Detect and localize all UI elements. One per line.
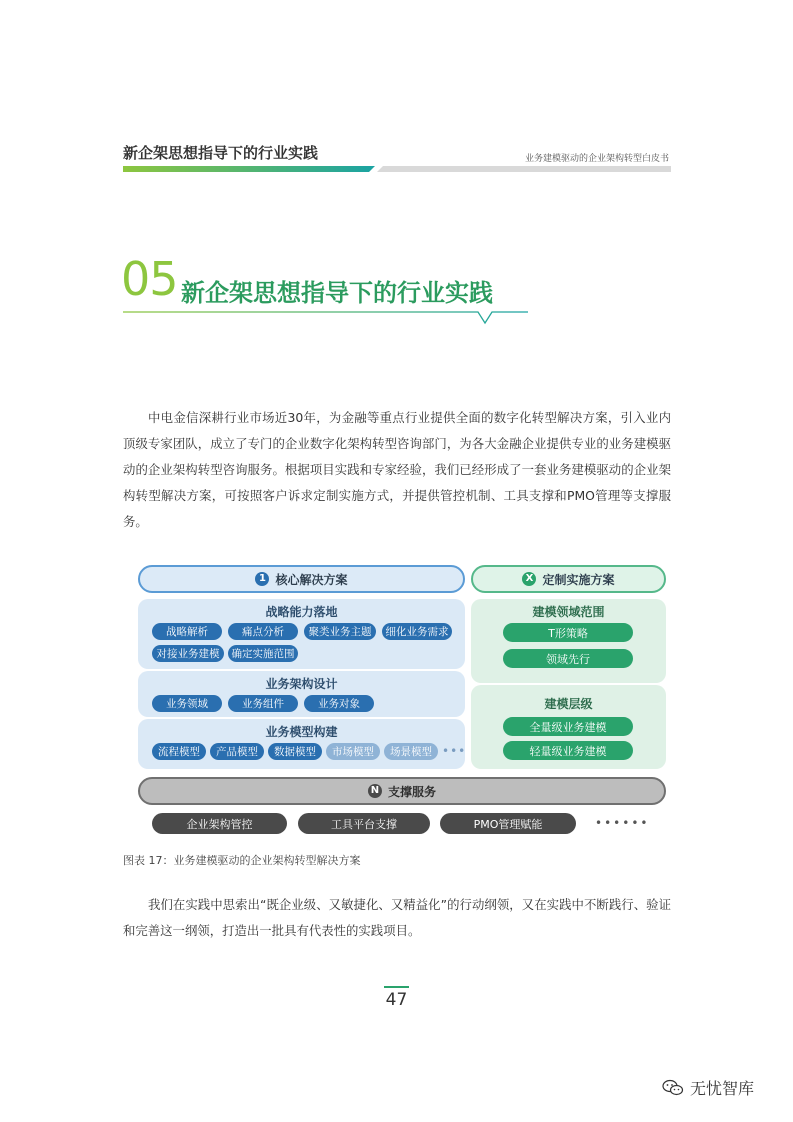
custom-solution-header: [471, 565, 666, 593]
custom-solution-label: 定制实施方案: [542, 572, 615, 587]
running-header-subtitle: 业务建模驱动的企业架构转型白皮书: [524, 154, 669, 164]
tag-scene-model: 场景模型: [384, 743, 438, 760]
tag-ea-governance: 企业架构管控: [152, 813, 287, 834]
tag-domain-first: 领域先行: [503, 649, 633, 668]
tag-define-scope: 确定实施范围: [228, 645, 298, 662]
tag-pain-analysis: 痛点分析: [228, 623, 298, 640]
model-panel: [138, 719, 465, 769]
tag-light-modeling: 轻量级业务建模: [503, 741, 633, 760]
closing-paragraph: [123, 892, 671, 944]
tag-tool-platform: 工具平台支撑: [298, 813, 430, 834]
custom-badge: X: [522, 572, 536, 586]
domain-scope-title: 建模领域范围: [532, 605, 605, 619]
tag-business-component: 业务组件: [228, 695, 298, 712]
tag-process-model: 流程模型: [152, 743, 206, 760]
header-divider: [123, 166, 671, 172]
model-level-title: 建模层级: [544, 697, 593, 711]
tag-data-model: 数据模型: [268, 743, 322, 760]
strategy-panel: [138, 599, 465, 669]
architecture-title: 业务架构设计: [265, 677, 338, 691]
tag-cluster-themes: 聚类业务主题: [304, 623, 376, 640]
strategy-title: 战略能力落地: [265, 605, 338, 619]
domain-scope-panel: [471, 599, 666, 683]
tag-refine-requirements: 细化业务需求: [382, 623, 452, 640]
tag-connect-modeling: 对接业务建模: [152, 645, 224, 662]
tag-strategy-analysis: 战略解析: [152, 623, 222, 640]
intro-paragraph: [123, 405, 671, 535]
support-services-label: 支撑服务: [387, 784, 436, 799]
page-number-rule: [384, 986, 409, 988]
tag-pmo-empowerment: PMO管理赋能: [440, 813, 576, 834]
core-solution-label: 核心解决方案: [275, 572, 348, 587]
solution-diagram: [138, 565, 666, 840]
tag-t-strategy: T形策略: [503, 623, 633, 642]
closing-paragraph-text: 我们在实践中思索出“既企业级、又敏捷化、又精益化”的行动纲领，又在实践中不断践行、验证和完善这一纲领，打造出一批具有代表性的实践项目。: [123, 897, 671, 938]
model-more-dots: •••: [442, 744, 467, 758]
architecture-panel: [138, 671, 465, 717]
core-badge: 1: [255, 572, 269, 586]
intro-paragraph-text: 中电金信深耕行业市场近30年，为金融等重点行业提供全面的数字化转型解决方案，引入业内顶级专家团队，成立了专门的企业数字化架构转型咨询部门，为各大金融企业提供专业的业务建模驱动的企业架构转型咨询服务。根据项目实践和专家经验，我们已经形成了一套业务建模驱动的企业架构转型解决方案，可按照客户诉求定制实施方式，并提供管控机制、工具支撑和PMO管理等支撑服务。: [123, 410, 671, 529]
model-level-panel: [471, 685, 666, 769]
figure-caption: 图表 17：业务建模驱动的企业架构转型解决方案: [123, 854, 361, 867]
wechat-icon: [662, 1079, 684, 1097]
model-title: 业务模型构建: [265, 725, 338, 739]
support-more-dots: ••••••: [595, 816, 650, 830]
tag-market-model: 市场模型: [326, 743, 380, 760]
chapter-number: 05: [121, 252, 178, 306]
tag-business-domain: 业务领域: [152, 695, 222, 712]
tag-full-modeling: 全量级业务建模: [503, 717, 633, 736]
chapter-title: 新企架思想指导下的行业实践: [181, 279, 493, 307]
support-services-header: [138, 777, 666, 805]
running-header-title: 新企架思想指导下的行业实践: [123, 144, 319, 162]
chapter-underline: [123, 310, 528, 328]
watermark-text: 无忧智库: [690, 1079, 755, 1098]
watermark: [662, 1076, 754, 1099]
core-solution-header: [138, 565, 465, 593]
support-badge: N: [368, 784, 382, 798]
tag-product-model: 产品模型: [210, 743, 264, 760]
page-number: 47: [385, 990, 408, 1010]
tag-business-object: 业务对象: [304, 695, 374, 712]
